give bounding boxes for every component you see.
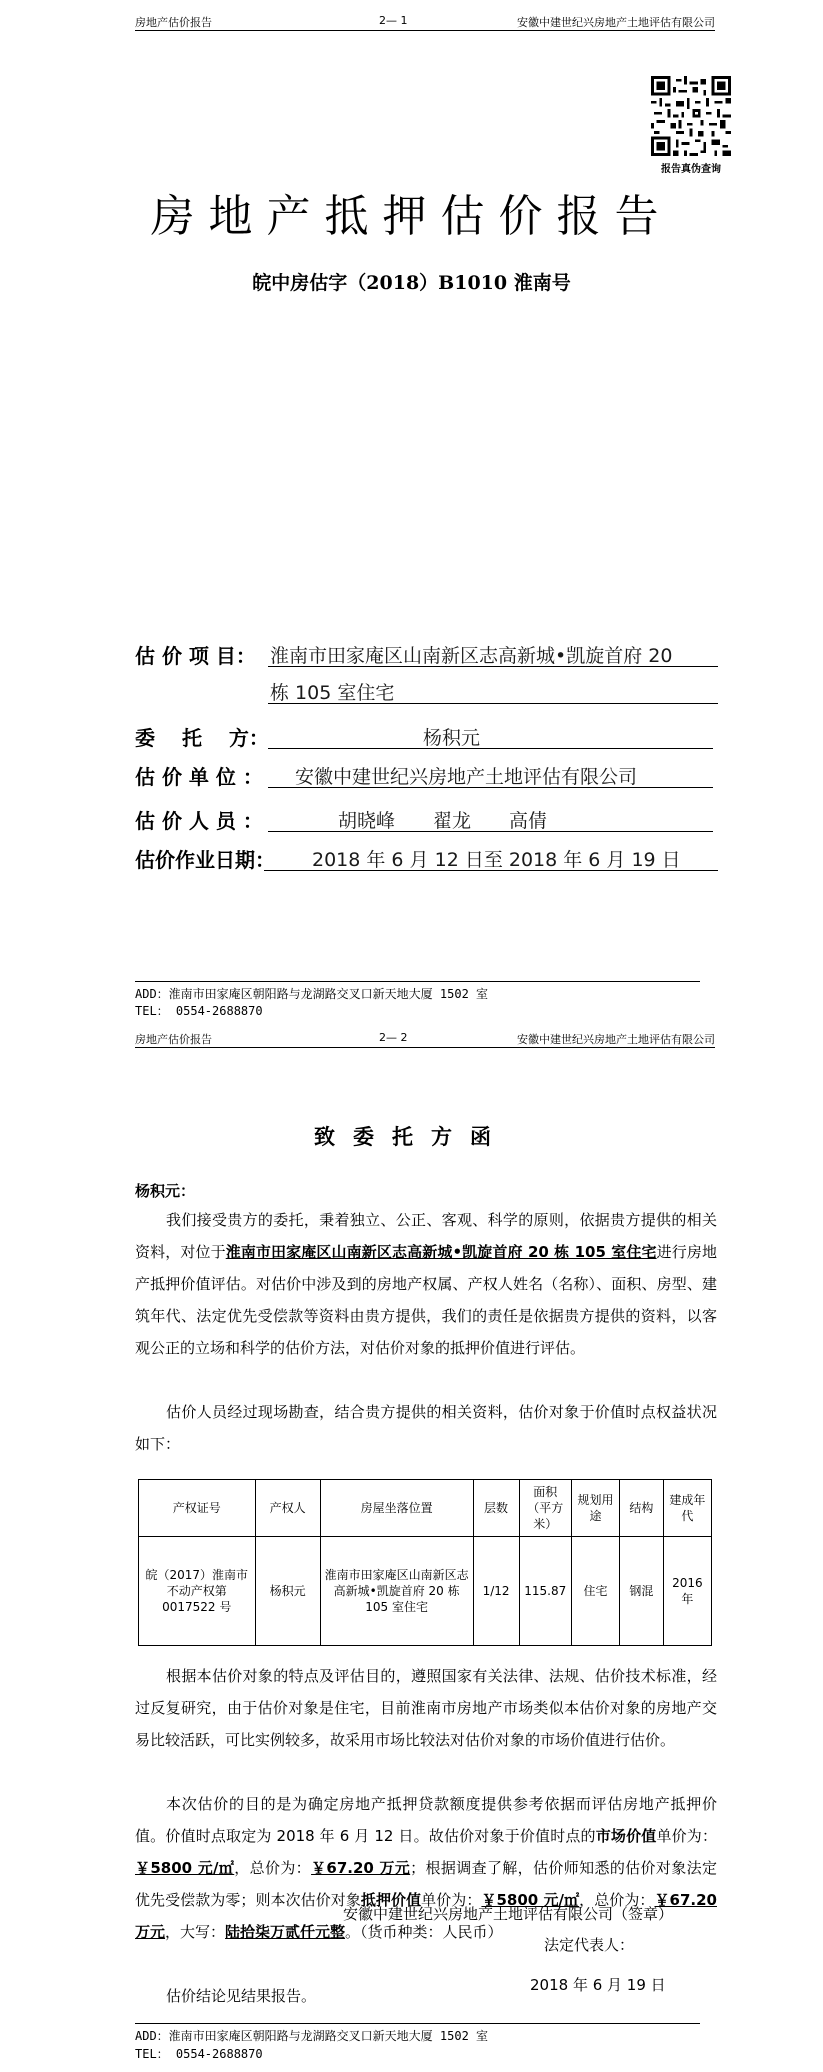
cell-cert: 皖（2017）淮南市不动产权第 0017522 号 [139, 1537, 256, 1646]
appraisers-label: 估 价 人 员 ： [135, 809, 263, 833]
report-cover-page [0, 0, 823, 1030]
footer-rule [135, 2023, 700, 2024]
qr-code-icon[interactable] [651, 76, 731, 156]
paragraph-3 [135, 1660, 717, 1756]
mortgage-value-term: 抵押价值 [360, 1891, 422, 1909]
mortgage-total-price: ￥67.20 万元 [135, 1891, 717, 1941]
footer-address: ADD：淮南市田家庵区朝阳路与龙湖路交叉口新天地大厦 1502 室 [135, 987, 489, 1001]
mortgage-unit-price: ￥5800 元/㎡ [481, 1891, 580, 1909]
p4-text-e: ，总价为： [234, 1859, 312, 1877]
project-underline-2 [268, 703, 718, 704]
letter-title: 致委托方函 [314, 1124, 509, 1149]
paragraph-5 [135, 1980, 435, 2012]
header-left: 房地产估价报告 [135, 1033, 212, 1046]
signing-date: 2018 年 6 月 19 日 [530, 1976, 666, 1994]
p4-text-c: 单价为： [656, 1827, 717, 1845]
paragraph-4 [135, 1788, 717, 1948]
p4-text-a: 本次估价的目的是为确定房地产抵押贷款额度提供参考依据而评估房地产抵押价值。价值时点取定为 2018 年 6 月 12 日。故估价对象于价值时点的 [135, 1795, 717, 1845]
project-label: 估 价 项 目： [135, 644, 256, 668]
property-address: 淮南市田家庵区山南新区志高新城•凯旋首府 20 栋 105 室住宅 [225, 1243, 657, 1261]
footer-phone: TEL： 0554-2688870 [135, 1004, 263, 1018]
footer-phone: TEL： 0554-2688870 [135, 2047, 263, 2061]
work-date-underline [264, 870, 718, 871]
client-underline [268, 748, 713, 749]
p2-text: 估价人员经过现场勘查，结合贵方提供的相关资料，估价对象于价值时点权益状况如下： [135, 1403, 717, 1453]
p4-text-m: ，大写： [165, 1923, 226, 1941]
cell-structure: 钢混 [620, 1537, 664, 1646]
legal-representative: 法定代表人： [544, 1936, 635, 1954]
page-header [135, 1017, 715, 1048]
col-header-cert: 产权证号 [139, 1480, 256, 1537]
property-info-table [138, 1479, 712, 1646]
work-date-value: 2018 年 6 月 12 日至 2018 年 6 月 19 日 [312, 849, 681, 871]
market-unit-price: ￥5800 元/㎡ [135, 1859, 235, 1877]
paragraph-1 [135, 1204, 717, 1364]
footer-rule [135, 981, 700, 982]
cell-area: 115.87 [519, 1537, 571, 1646]
header-company: 安徽中建世纪兴房地产土地评估有限公司 [517, 1033, 715, 1046]
appraisers-underline [268, 831, 713, 832]
appraisal-unit-value: 安徽中建世纪兴房地产土地评估有限公司 [295, 766, 638, 788]
p1-text-c: 进行房地产抵押价值评估。对估价中涉及到的房地产权属、产权人姓名（名称）、面积、房型、建筑年代、法定优先受偿款等资料由贵方提供，我们的责任是依据贵方提供的资料，以客观公正的立场和科学的估价方法，对估价对象的抵押价值进行评估。 [135, 1243, 717, 1357]
report-title: 房地产抵押估价报告 [150, 191, 673, 242]
col-header-location: 房屋坐落位置 [320, 1480, 473, 1537]
p3-text: 根据本估价对象的特点及评估目的，遵照国家有关法律、法规、估价技术标准，经过反复研究，由于估价对象是住宅，目前淮南市房地产市场类似本估价对象的房地产交易比较活跃，可比实例较多，故采用市场比较法对估价对象的市场价值进行估价。 [135, 1667, 717, 1749]
market-value-term: 市场价值 [595, 1827, 657, 1845]
work-date-label: 估价作业日期： [135, 848, 275, 872]
col-header-floors: 层数 [473, 1480, 519, 1537]
p4-text-g: ；根据调查了解，估价师知悉的估价对象法定优先受偿款为零；则本次估价对象 [135, 1859, 717, 1909]
client-label: 委 托 方： [135, 726, 269, 750]
p4-text-o: 。（货币种类：人民币） [345, 1923, 503, 1941]
appraisers-value: 胡晓峰 翟龙 高倩 [338, 810, 548, 832]
header-page-number: 2— 2 [379, 1031, 408, 1044]
project-value-line2: 栋 105 室住宅 [270, 682, 395, 704]
col-header-structure: 结构 [620, 1480, 664, 1537]
p4-text-k: ，总价为： [579, 1891, 655, 1909]
signing-company: 安徽中建世纪兴房地产土地评估有限公司（签章） [343, 1905, 674, 1923]
cell-location: 淮南市田家庵区山南新区志高新城•凯旋首府 20 栋 105 室住宅 [320, 1537, 473, 1646]
project-underline-1 [268, 666, 718, 667]
page-header [135, 0, 715, 31]
project-value-line1: 淮南市田家庵区山南新区志高新城•凯旋首府 20 [270, 645, 673, 667]
cell-usage: 住宅 [571, 1537, 619, 1646]
salutation: 杨积元： [135, 1182, 196, 1200]
header-company: 安徽中建世纪兴房地产土地评估有限公司 [517, 16, 715, 29]
cell-year: 2016 年 [663, 1537, 711, 1646]
qr-code-label: 报告真伪查询 [661, 164, 721, 175]
p1-text-a: 我们接受贵方的委托，秉着独立、公正、客观、科学的原则，依据贵方提供的相关资料，对位于 [135, 1211, 717, 1261]
cell-owner: 杨积元 [255, 1537, 320, 1646]
p5-text: 估价结论见结果报告。 [166, 1987, 317, 2005]
market-total-price: ￥67.20 万元 [311, 1859, 411, 1877]
header-left: 房地产估价报告 [135, 16, 212, 29]
amount-in-words: 陆拾柒万贰仟元整 [225, 1923, 346, 1941]
appraisal-unit-label: 估 价 单 位 ： [135, 765, 263, 789]
table-row [139, 1537, 712, 1646]
cell-floors: 1/12 [473, 1537, 519, 1646]
footer-address: ADD：淮南市田家庵区朝阳路与龙湖路交叉口新天地大厦 1502 室 [135, 2029, 489, 2043]
table-header-row [139, 1480, 712, 1537]
col-header-area: 面积（平方米） [519, 1480, 571, 1537]
document-number: 皖中房估字（2018）B1010 淮南号 [252, 272, 571, 294]
paragraph-2 [135, 1396, 717, 1460]
col-header-usage: 规划用途 [571, 1480, 619, 1537]
appraisal-unit-underline [268, 787, 713, 788]
col-header-owner: 产权人 [255, 1480, 320, 1537]
client-value: 杨积元 [423, 727, 481, 749]
p4-text-i: 单价为： [421, 1891, 482, 1909]
header-page-number: 2— 1 [379, 14, 408, 27]
col-header-year: 建成年代 [663, 1480, 711, 1537]
